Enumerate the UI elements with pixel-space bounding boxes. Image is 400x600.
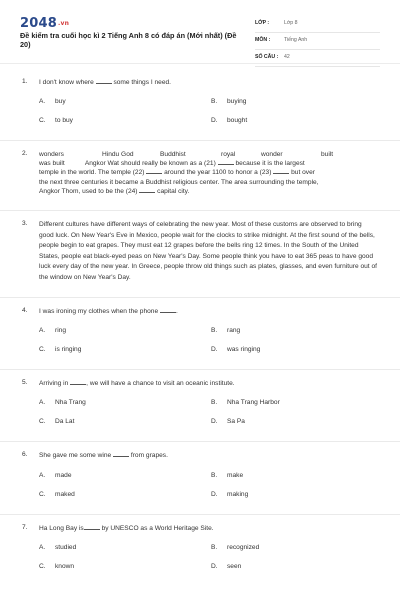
option-a[interactable]: A. ring [39,327,66,335]
question-divider [0,210,400,211]
answer-blank [218,159,234,165]
option-c[interactable]: C. known [39,562,75,570]
answer-blank [84,524,100,530]
option-d[interactable]: D. seen [211,562,242,570]
options [39,399,378,437]
option-b[interactable]: B. rang [211,327,241,335]
answer-blank [139,187,155,193]
options [39,472,378,510]
option-d[interactable]: D. bought [211,117,248,125]
option-b[interactable]: B. Nha Trang Harbor [211,399,280,407]
question-number: 1. [22,78,28,85]
answer-blank [96,78,112,84]
question-text: Arriving in , we will have a chance to visit an oceanic institute. [39,380,235,388]
answer-blank [70,379,86,385]
meta-value: 42 [284,54,290,60]
answer-blank [273,168,289,174]
header-divider [0,63,400,64]
word: Hindu God [102,151,134,159]
meta-row-count [255,50,380,67]
word: wonder [261,151,283,159]
question-7 [22,524,378,582]
option-a[interactable]: A. buy [39,98,66,106]
option-a[interactable]: A. studied [39,543,77,551]
question-number: 3. [22,220,28,228]
question-3 [22,220,378,283]
answer-blank [113,451,129,457]
question-number: 2. [22,150,28,158]
question-text: I was ironing my clothes when the phone . [39,308,178,316]
question-text: She gave me some wine from grapes. [39,452,168,460]
word: built [321,151,334,159]
site-logo[interactable] [20,16,69,31]
word: Buddhist [160,151,186,159]
option-b[interactable]: B. make [211,471,244,479]
question-number: 6. [22,451,28,459]
logo-text: 2048 [20,16,57,31]
question-number: 5. [22,379,28,387]
question-divider [0,140,400,141]
word-bank [39,150,378,159]
question-text: Ha Long Bay is by UNESCO as a World Heritage Site. [39,524,214,532]
question-6 [22,451,378,509]
meta-key: SỐ CÂU : [255,54,279,60]
option-b[interactable]: B. buying [211,98,247,106]
logo-tld: .vn [57,20,70,27]
question-divider [0,514,400,515]
page-header [0,0,400,63]
meta-value[interactable]: Tiếng Anh [284,37,308,43]
meta-key: LỚP : [255,20,270,26]
question-text: I don't know where some things I need. [39,79,172,86]
option-d[interactable]: D. was ringing [211,346,261,354]
answer-blank [146,168,162,174]
option-c[interactable]: C. to buy [39,117,73,125]
question-4 [22,307,378,365]
question-1 [22,78,378,136]
meta-value[interactable]: Lớp 8 [284,20,298,26]
options [39,327,378,365]
option-c[interactable]: C. maked [39,490,75,498]
meta-row-class [255,16,380,33]
meta-row-subject [255,33,380,50]
page-title: Đề kiểm tra cuối học kì 2 Tiếng Anh 8 có đáp án (Mới nhất) (Đề 20) [20,31,237,49]
question-list [0,78,400,582]
option-a[interactable]: A. Nha Trang [39,399,86,407]
option-b[interactable]: B. recognized [211,543,260,551]
option-c[interactable]: C. Da Lat [39,418,75,426]
options [39,544,378,582]
meta-table [255,16,380,67]
answer-blank [160,307,176,313]
question-5 [22,379,378,437]
reading-passage: Different cultures have different ways of celebrating the new year. Most of these customs are observed to bring good luck. On New Year's Eve in Mexico, people wait for the clocks to strike midnight. At the first sound of the bells, people begin to eat grapes. They must eat 12 grapes before the bells ring 12 times. In the South of the United States, people eat black-eyed peas on New Year's Day. Some people think you have to eat 365 peas to have good luck every day of the new year. In Greece, people throw old things such as plates, glasses, and even furniture out of the window on New Year's Day. [39,221,377,281]
word: wonders [39,151,64,159]
option-c[interactable]: C. is ringing [39,346,82,354]
option-d[interactable]: D. making [211,490,249,498]
question-2 [22,150,378,196]
question-text: wonders Hindu God Buddhist royal wonder built was built Angkor Wat should really be known as a (21) because it is the largest temple in the world. The temple (22) around the year 1100 to honor a (23) but over the next three centuries it became a Buddhist religious center. The area surrounding the temple, Angkor Thom, used to be the (24) capital city. [39,150,378,196]
word: royal [221,151,236,159]
option-a[interactable]: A. made [39,471,72,479]
options [39,98,378,136]
question-divider [0,369,400,370]
meta-key: MÔN : [255,37,271,43]
option-d[interactable]: D. Sa Pa [211,418,245,426]
question-number: 4. [22,307,28,315]
question-divider [0,441,400,442]
question-divider [0,297,400,298]
question-number: 7. [22,523,28,531]
